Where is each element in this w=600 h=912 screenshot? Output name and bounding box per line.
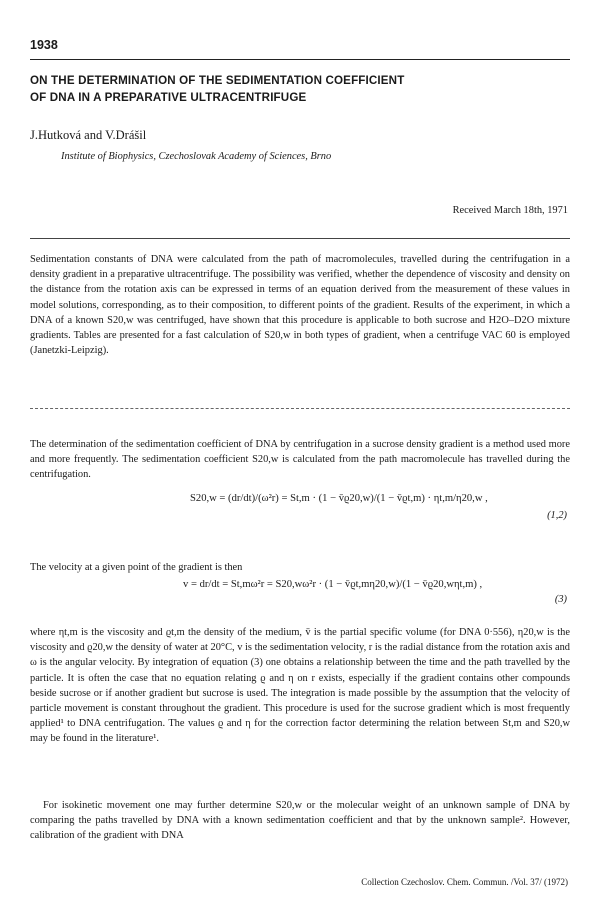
page-number: 1938 [30,38,58,52]
equation-3-number: (3) [554,594,567,605]
abstract: Sedimentation constants of DNA were calculated from the path of macromolecules, travelled during the centrifugation in a density gradient in a preparative ultracentrifuge. The possibility was verified, whether the dependence of viscosity and density on the distance from the rotation axis can be expressed in terms of an equation derived from the measurement of these values in model solutions, corresponding, as to their composition, to different points of the gradient. Results of the experiment, in which a DNA of a known S20,w was centrifuged, have shown that this procedure is applicable to both sucrose and H2O–D2O mixture gradients. Tables are presented for a fast calculation of S20,w in both types of gradient, when a centrifuge VAC 60 is employed (Janetzki-Leipzig). [30,254,570,357]
affiliation: Institute of Biophysics, Czechoslovak Academy of Sciences, Brno [61,151,332,162]
received-date: Received March 18th, 1971 [452,205,568,216]
equation-1-2 [190,493,488,504]
header-rule [30,59,570,60]
authors: J.Hutková and V.Drášil [30,128,147,142]
body-paragraph-4: For isokinetic movement one may further determine S20,w or the molecular weight of an unknown sample of DNA by comparing the paths travelled by DNA with a known sedimentation coefficient and that by the unknown sample². However, calibration of the gradient with DNA [30,800,570,842]
title-line-2: OF DNA IN A PREPARATIVE ULTRACENTRIFUGE [30,91,307,104]
equation-1-2-number: (1,2) [547,510,567,521]
body-paragraph-2: The velocity at a given point of the gradient is then [30,562,243,573]
body-paragraph-3: where ηt,m is the viscosity and ϱt,m the density of the medium, v̄ is the partial specific volume (for DNA 0·556), η20,w is the viscosity and ϱ20,w the density of water at 20°C, v is the sedimentation velocity, r is the radial distance from the rotation axis and ω is the angular velocity. By integration of equation (3) one obtains a relationship between the time and the path travelled by the particle. It is often the case that no equation relating ϱ and η on r exists, especially if the gradient contains other compounds beside sucrose or if another gradient but sucrose is used. The integration is made possible by the assumption that the velocity of particle movement is constant throughout the gradient. This procedure is used for the sucrose gradient which is most frequently applied¹ to DNA centrifugation. The values ϱ and η for the correction factor determining the relation between St,m and S20,w may be found in the literature¹. [30,627,570,745]
article-title [30,72,575,106]
equation-3-text: v = dr/dt = St,mω²r = S20,wω²r · (1 − v̄ϱt,mη20,w)/(1 − v̄ϱ20,wηt,m) , [183,579,483,590]
title-line-1: ON THE DETERMINATION OF THE SEDIMENTATION COEFFICIENT [30,74,405,87]
equation-3 [183,579,482,590]
abstract-rule-top [30,238,570,239]
abstract-rule-bottom [30,408,570,409]
body-paragraph-1: The determination of the sedimentation coefficient of DNA by centrifugation in a sucrose density gradient is a method used more and more frequently. The sedimentation coefficient S20,w is calculated from the path macromolecule has travelled during the centrifugation. [30,439,570,481]
journal-footer: Collection Czechoslov. Chem. Commun. /Vol. 37/ (1972) [361,877,568,887]
equation-1-2-text: S20,w = (dr/dt)/(ω²r) = St,m · (1 − v̄ϱ20,w)/(1 − v̄ϱt,m) · ηt,m/η20,w , [190,493,488,504]
